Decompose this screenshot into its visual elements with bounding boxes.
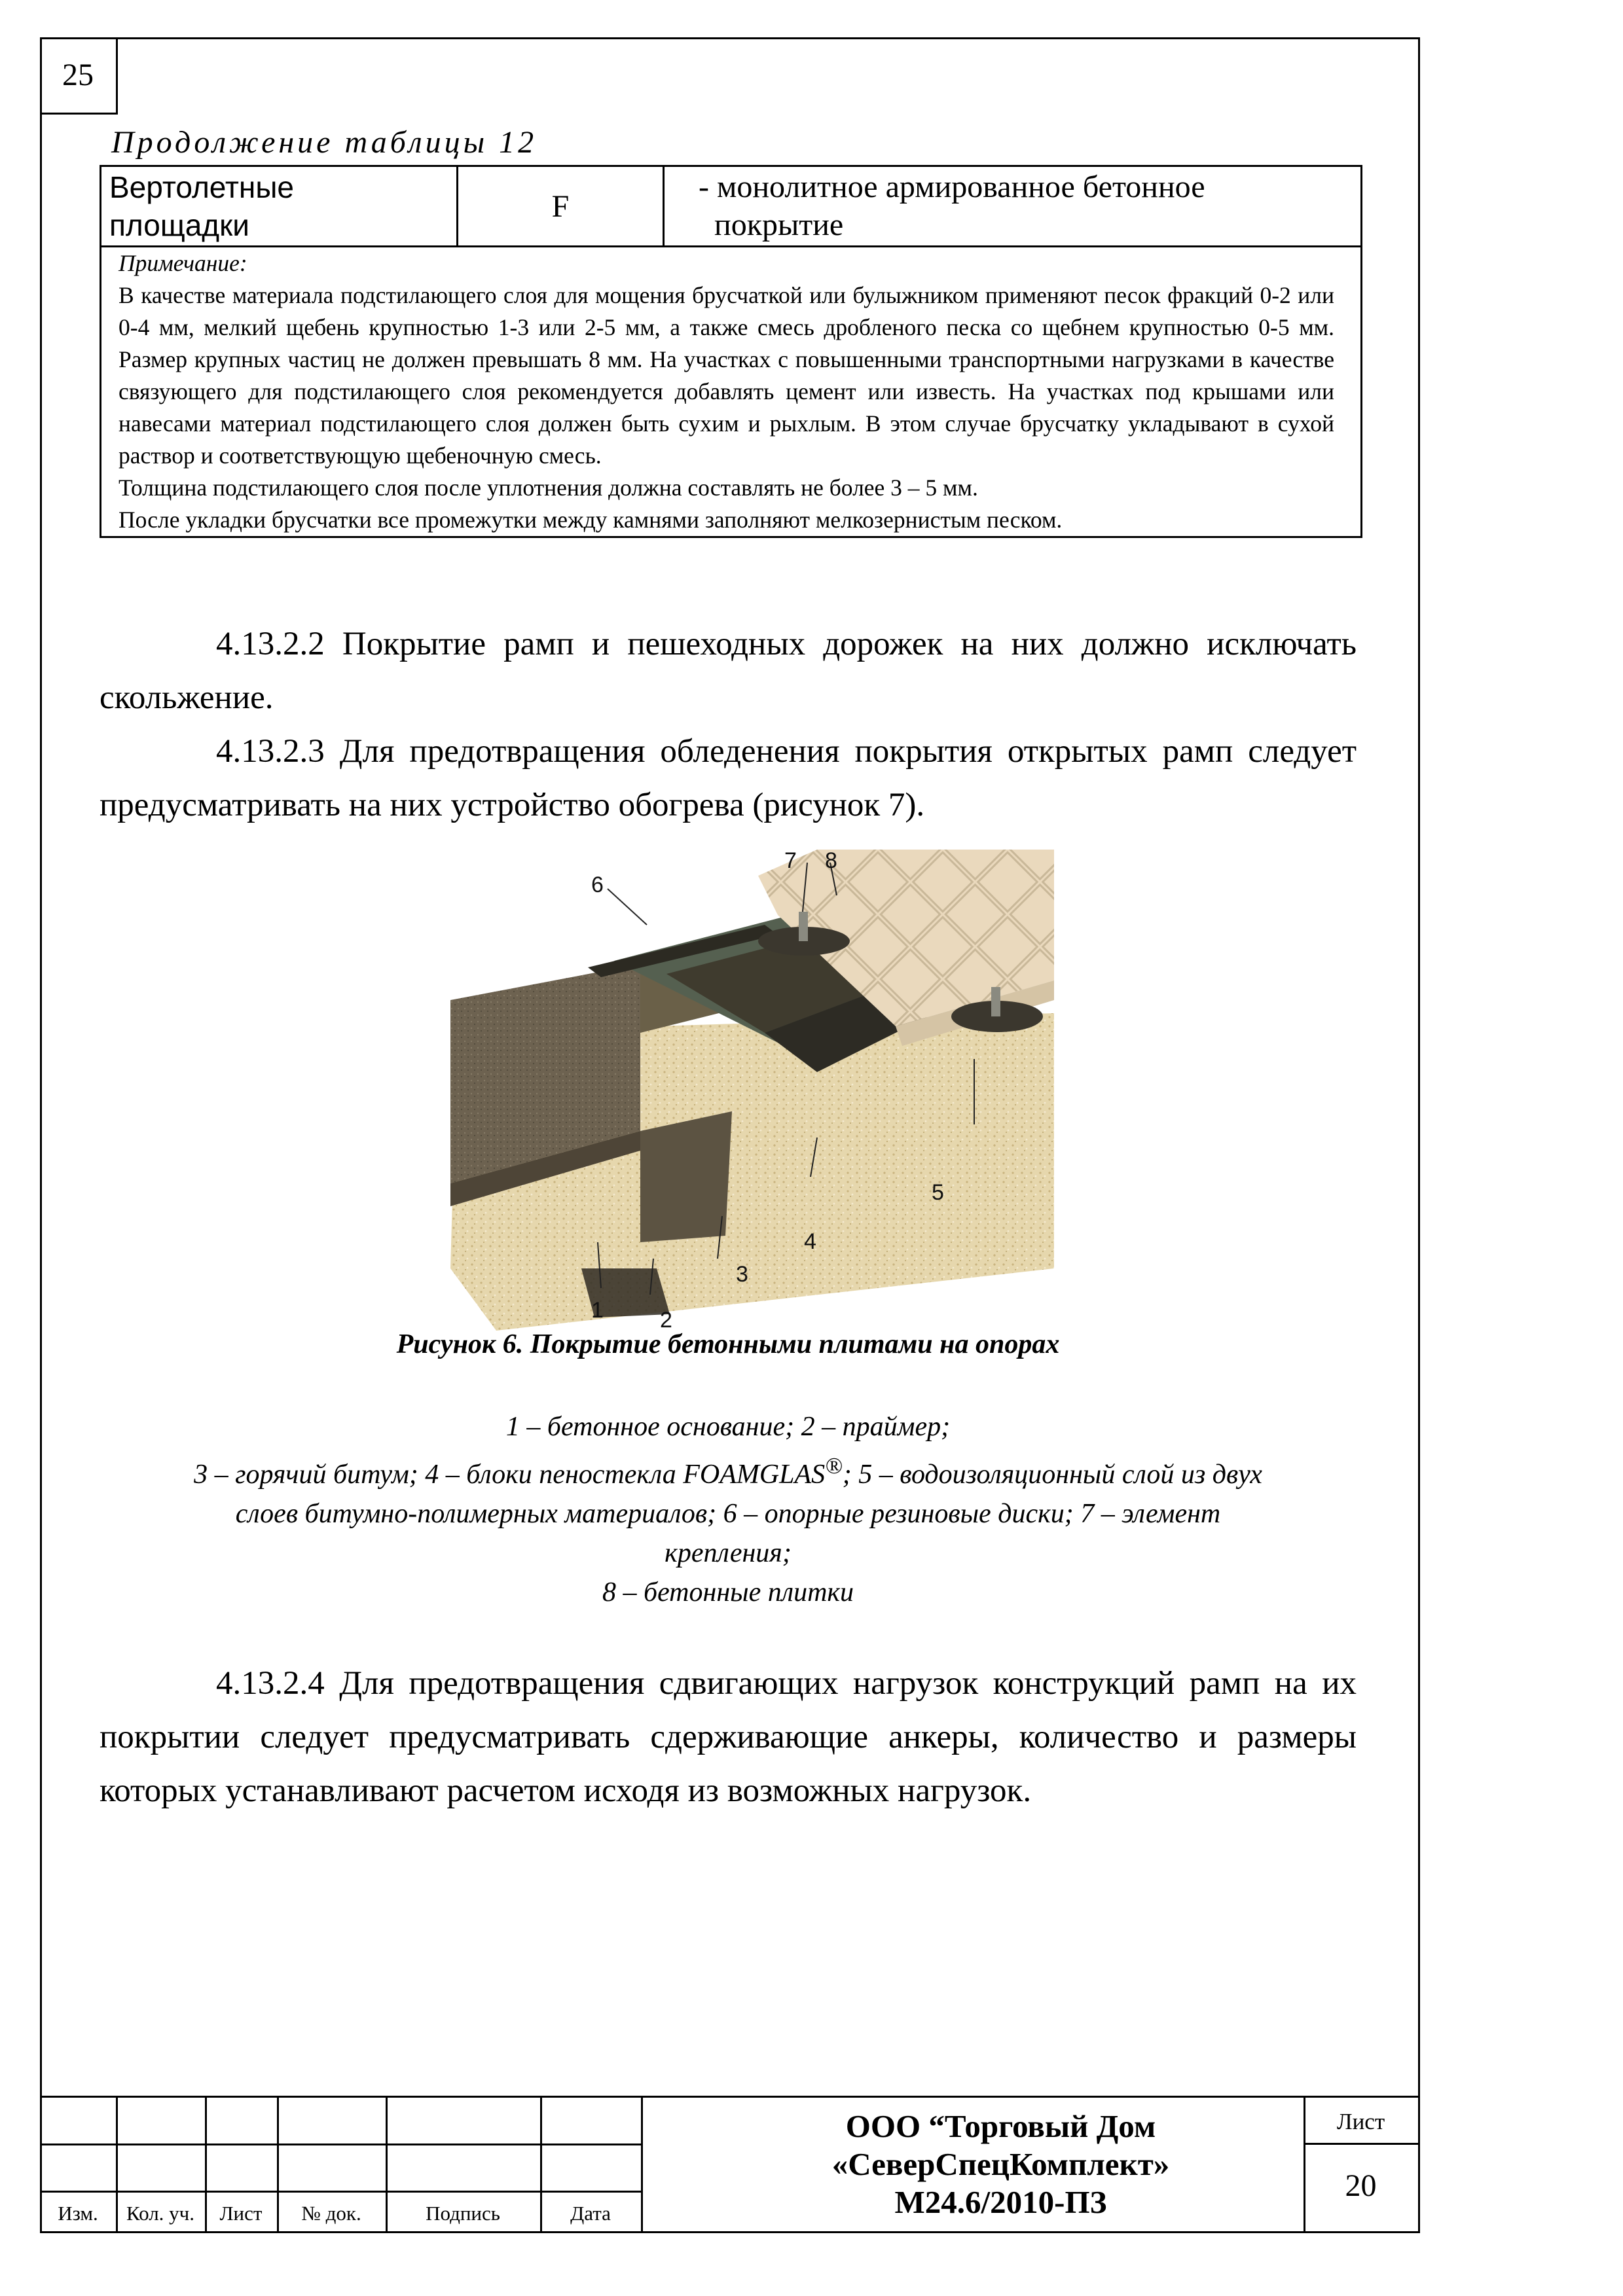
- callout-5: 5: [932, 1180, 944, 1205]
- table-row: [101, 166, 1362, 247]
- table-caption: Продолжение таблицы 12: [111, 125, 538, 160]
- figure-legend: 1 – бетонное основание; 2 – праймер; 3 – горячий битум; 4 – блоки пеностекла FOAMGLAS®; 5 – водоизоляционный слой из двух слоев битумно-полимерных материалов; 6 – опорные резиновые диски; 7 – элемент крепления; 8 – бетонные плитки: [194, 1412, 1262, 1607]
- sheet-label: Лист: [1336, 2109, 1385, 2134]
- note-label: Примечание:: [119, 250, 247, 276]
- fastening-element: [991, 987, 1000, 1016]
- title-block: [40, 2096, 1418, 2231]
- stamp-col-kol: Кол. уч.: [126, 2202, 195, 2225]
- table-cell-object: Вертолетные площадки: [101, 166, 458, 247]
- page-number: 25: [40, 37, 118, 115]
- organization-name: ООО “Торговый Дом «СеверСпецКомплект» М24.6/2010-ПЗ: [831, 2108, 1170, 2220]
- stamp-col-date: Дата: [570, 2202, 611, 2225]
- paragraph-4-13-2-2: 4.13.2.2 Покрытие рамп и пешеходных дорожек на них должно исключать скольжение.: [100, 626, 1357, 716]
- table-note-row: [101, 247, 1362, 537]
- stamp-col-izm: Изм.: [58, 2202, 98, 2225]
- callout-4: 4: [804, 1229, 816, 1254]
- callout-1: 1: [591, 1298, 604, 1323]
- note-line: После укладки брусчатки все промежутки между камнями заполняют мелкозернистым песком.: [119, 507, 1063, 533]
- table-cell-class: F: [458, 166, 664, 247]
- sheet-number: 20: [1345, 2168, 1377, 2203]
- stamp-col-doc: № док.: [301, 2202, 361, 2225]
- fastening-element: [799, 912, 808, 941]
- callout-8: 8: [825, 850, 837, 873]
- note-paragraph: В качестве материала подстилающего слоя для мощения брусчаткой или булыжником применяют песок фракций 0-2 или 0-4 мм, мелкий щебень крупностью 1-3 или 2-5 мм, а также смесь дробленого песка со щебнем крупностью 0-5 мм. Размер крупных частиц не должен превышать 8 мм. На участках с повышенными транспортными нагрузками в качестве связующего для подстилающего слоя рекомендуется добавлять цемент или известь. На участках под крышами или навесами материал подстилающего слоя должен быть сухим и рыхлым. В этом случае брусчатку укладывают в сухой раствор и соответствующую щебеночную смесь.: [119, 282, 1334, 469]
- table-note: [101, 247, 1362, 537]
- note-line: Толщина подстилающего слоя после уплотнения должна составлять не более 3 – 5 мм.: [119, 475, 978, 501]
- stamp-col-signature: Подпись: [426, 2202, 500, 2225]
- paragraph-4-13-2-3: 4.13.2.3 Для предотвращения обледенения покрытия открытых рамп следует предусматривать на них устройство обогрева (рисунок 7).: [100, 733, 1357, 823]
- callout-2: 2: [660, 1308, 672, 1331]
- continuation-table: [100, 165, 1362, 538]
- callout-3: 3: [736, 1262, 748, 1287]
- paragraph-4-13-2-4: 4.13.2.4 Для предотвращения сдвигающих нагрузок конструкций рамп на их покрытии следует предусматривать сдерживающие анкеры, количество и размеры которых устанавливают расчетом исходя из возможных нагрузок.: [100, 1665, 1357, 1809]
- callout-7: 7: [784, 850, 797, 873]
- stamp-col-list: Лист: [219, 2202, 263, 2225]
- figure-caption: Рисунок 6. Покрытие бетонными плитами на опорах: [396, 1329, 1060, 1359]
- table-cell-coating: - монолитное армированное бетонное покрытие: [664, 166, 1362, 247]
- ramp-coating-figure: [424, 850, 1054, 1331]
- callout-6: 6: [591, 872, 604, 897]
